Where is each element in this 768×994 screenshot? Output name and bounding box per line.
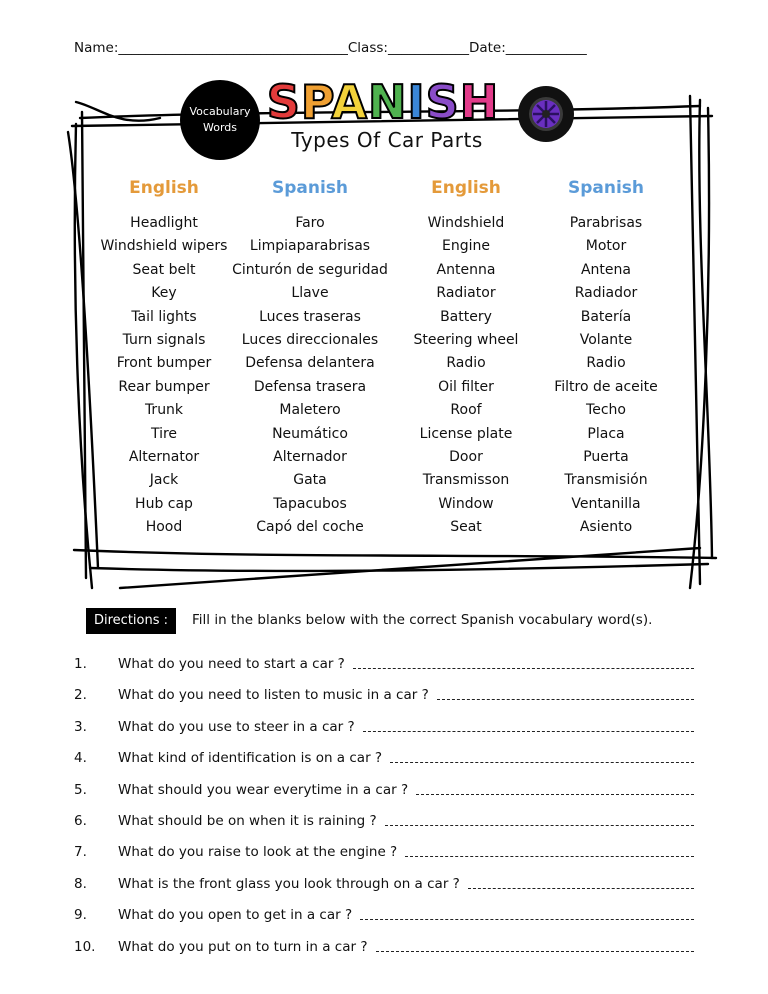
question-text: What do you open to get in a car ? <box>118 907 353 924</box>
question-number: 3. <box>74 718 87 735</box>
vocab-word: Rear bumper <box>118 378 210 395</box>
vocab-word: Maletero <box>279 402 341 419</box>
title-letter: I <box>407 75 426 129</box>
question-text: What is the front glass you look through on a car ? <box>118 875 460 892</box>
vocab-column-english-1 <box>84 176 244 539</box>
question-row <box>74 935 694 955</box>
question-text: What do you raise to look at the engine ? <box>118 844 398 861</box>
vocab-word: Front bumper <box>116 355 212 372</box>
question-row <box>74 683 694 703</box>
question-row <box>74 746 694 766</box>
directions-text: Fill in the blanks below with the correct Spanish vocabulary word(s). <box>192 612 653 628</box>
vocab-word: Batería <box>580 308 632 325</box>
vocab-word: Roof <box>450 402 482 419</box>
vocab-word: Techo <box>586 402 626 419</box>
answer-blank[interactable] <box>385 824 694 826</box>
vocab-word: Luces traseras <box>259 308 361 325</box>
vocab-word: Cinturón de seguridad <box>232 261 388 278</box>
vocab-word: Battery <box>440 308 492 325</box>
title-letter: P <box>300 75 332 129</box>
vocab-word: Parabrisas <box>569 215 643 231</box>
question-number: 2. <box>74 687 87 704</box>
vocab-word: Jack <box>149 472 179 489</box>
vocab-word: Radio <box>586 355 626 372</box>
answer-blank[interactable] <box>360 918 694 920</box>
vocab-word: Windshield <box>427 215 505 231</box>
column-header-english: English <box>431 178 501 198</box>
vocab-word: Defensa delantera <box>245 355 375 372</box>
vocab-word: Luces direccionales <box>241 331 379 348</box>
vocab-column-spanish-2 <box>526 176 686 539</box>
vocab-word: Antena <box>580 261 631 278</box>
question-number: 10. <box>74 938 96 955</box>
vocabulary-words-badge <box>180 80 260 160</box>
vocab-word: Window <box>438 495 494 512</box>
question-row <box>74 903 694 923</box>
vocab-word: Trunk <box>144 402 184 419</box>
vocab-word: Alternator <box>128 448 200 465</box>
vocab-word: Filtro de aceite <box>554 378 658 395</box>
answer-blank[interactable] <box>416 793 694 795</box>
question-text: What should you wear everytime in a car ? <box>118 781 409 798</box>
vocab-word: Oil filter <box>438 378 494 395</box>
spanish-title-word <box>266 75 500 129</box>
question-number: 7. <box>74 844 87 861</box>
vocab-word: Limpiaparabrisas <box>249 238 371 255</box>
svg-text:SPANISH <box>267 75 500 129</box>
vocab-word: Motor <box>585 238 627 255</box>
vocab-word: Tire <box>150 425 178 442</box>
question-text: What should be on when it is raining ? <box>118 813 377 829</box>
car-wheel-icon <box>516 84 576 144</box>
vocab-word: Neumático <box>272 425 348 442</box>
column-header-spanish: Spanish <box>567 178 645 198</box>
question-number: 9. <box>74 907 87 924</box>
column-header-spanish: Spanish <box>271 178 349 198</box>
vocab-word: Windshield wipers <box>100 238 228 255</box>
question-number: 4. <box>74 750 87 767</box>
title-letter: H <box>459 75 500 129</box>
question-row <box>74 715 694 735</box>
vocab-word: Seat belt <box>132 261 196 278</box>
vocab-word: Ventanilla <box>571 495 641 512</box>
vocab-word: Antenna <box>436 261 496 278</box>
question-text: What do you put on to turn in a car ? <box>118 938 368 955</box>
answer-blank[interactable] <box>353 667 694 669</box>
vocab-word: Llave <box>291 285 329 302</box>
question-text: What do you use to steer in a car ? <box>118 718 355 735</box>
vocab-word: Door <box>449 448 483 465</box>
vocab-word: Tapacubos <box>273 495 347 512</box>
vocab-word: Hood <box>145 519 183 536</box>
vocab-word: Seat <box>450 519 482 536</box>
vocab-word: Tail lights <box>131 308 197 325</box>
question-text: What do you need to listen to music in a car ? <box>118 687 429 704</box>
vocab-word: Hub cap <box>135 495 193 512</box>
question-row <box>74 840 694 860</box>
directions-label: Directions : <box>86 608 176 634</box>
answer-blank[interactable] <box>437 698 694 700</box>
question-number: 5. <box>74 781 87 798</box>
question-row <box>74 872 694 892</box>
name-class-date-line: Name:__________________________________Class:____________Date:____________ <box>74 40 587 56</box>
vocab-word: Radiator <box>436 285 496 302</box>
vocab-word: Asiento <box>579 519 633 536</box>
vocab-word: Gata <box>293 472 327 489</box>
title-letter: N <box>367 75 408 129</box>
vocab-word: Volante <box>579 331 633 348</box>
badge-label: Vocabulary Words <box>189 105 251 134</box>
question-row <box>74 652 694 672</box>
question-row <box>74 778 694 798</box>
question-number: 1. <box>74 656 87 672</box>
title-letter: A <box>331 75 368 129</box>
question-number: 8. <box>74 875 87 892</box>
vocab-word: Defensa trasera <box>253 378 367 395</box>
vocab-word: Steering wheel <box>413 331 519 348</box>
question-number: 6. <box>74 813 87 829</box>
question-row <box>74 809 694 829</box>
vocab-word: Turn signals <box>122 331 206 348</box>
answer-blank[interactable] <box>405 855 694 857</box>
vocab-column-english-2 <box>386 176 546 539</box>
vocab-word: Placa <box>587 425 625 442</box>
vocab-word: License plate <box>419 425 513 442</box>
title-letter: S <box>425 75 460 129</box>
vocab-word: Faro <box>295 215 325 231</box>
vocab-word: Radiador <box>574 285 638 302</box>
answer-blank[interactable] <box>363 730 694 732</box>
vocab-word: Key <box>151 285 177 302</box>
vocab-word: Alternador <box>273 448 347 465</box>
vocab-word: Headlight <box>130 215 198 231</box>
worksheet-subtitle: Types Of Car Parts <box>291 128 483 152</box>
title-letter: S <box>266 75 301 129</box>
answer-blank[interactable] <box>468 887 694 889</box>
answer-blank[interactable] <box>390 761 694 763</box>
answer-blank[interactable] <box>376 950 694 952</box>
vocab-column-spanish-1 <box>230 176 390 539</box>
vocab-word: Transmisión <box>564 472 648 489</box>
question-text: What kind of identification is on a car ? <box>118 750 383 767</box>
vocab-word: Radio <box>446 355 486 372</box>
column-header-english: English <box>129 178 199 198</box>
vocab-word: Puerta <box>583 448 629 465</box>
vocab-word: Transmisson <box>422 472 510 489</box>
question-text: What do you need to start a car ? <box>118 656 345 672</box>
vocab-word: Engine <box>442 238 490 255</box>
vocab-word: Capó del coche <box>256 519 364 536</box>
